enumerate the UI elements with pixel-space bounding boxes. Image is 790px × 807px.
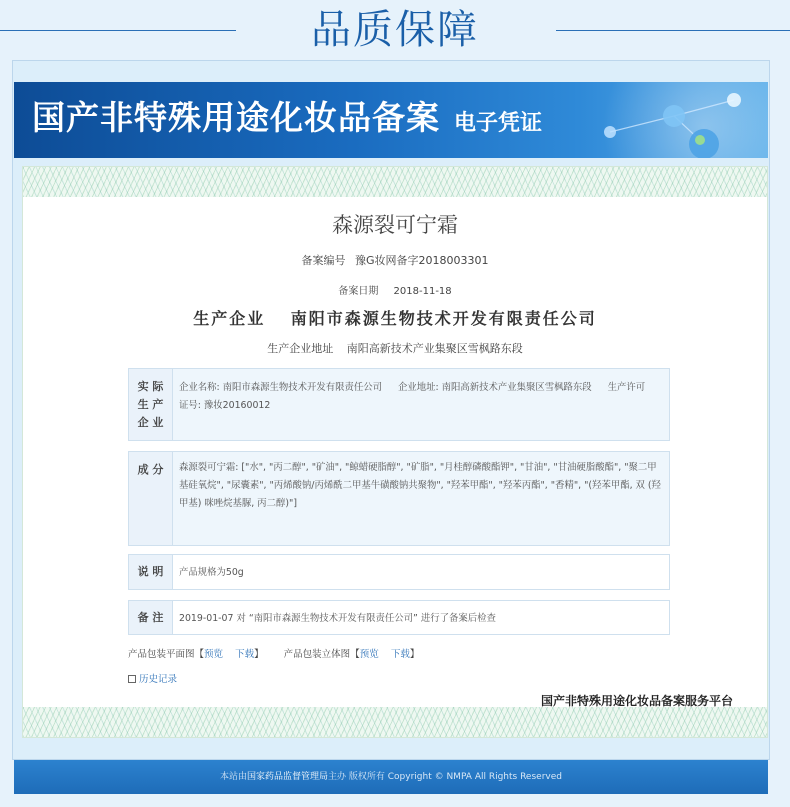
actual-label-line: 实 际: [137, 380, 164, 393]
registration-date-label: 备案日期: [338, 286, 379, 297]
guilloche-border-bottom: [23, 707, 767, 737]
registration-number-label: 备案编号: [301, 254, 346, 267]
note-value: 产品规格为50g: [179, 567, 244, 578]
history-icon: [128, 675, 136, 683]
flat-download-link[interactable]: 下载: [235, 649, 255, 660]
banner-subtitle: 电子凭证: [454, 110, 543, 136]
enterprise-address: [0, 340, 790, 356]
remark-label: 备 注: [129, 601, 173, 634]
packaging-flat-label: 产品包装平面图: [128, 649, 195, 660]
registration-number: [0, 252, 790, 268]
page-footer: [14, 760, 768, 794]
solid-download-link[interactable]: 下载: [390, 649, 410, 660]
hero-header: [0, 0, 790, 62]
bracket-open: 【: [194, 649, 205, 660]
footer-org: 国家药品监督管理局: [247, 772, 329, 782]
packaging-links: [128, 648, 419, 662]
bracket-open: 【: [350, 649, 360, 660]
bracket-close: 】: [409, 649, 420, 660]
history-link[interactable]: 历史记录: [139, 674, 178, 685]
remark-value: 2019-01-07 对 “南阳市森源生物技术开发有限责任公司” 进行了备案后检查: [179, 613, 496, 624]
actual-manufacturer-label: [129, 369, 173, 440]
actual-license-number: 证号: 豫妆20160012: [179, 400, 271, 411]
hero-divider-right: [556, 30, 790, 31]
hero-title: 品质保障: [311, 7, 479, 53]
composition-label: 成 分: [129, 452, 173, 545]
enterprise-value: 南阳市森源生物技术开发有限责任公司: [290, 309, 597, 328]
note-label: 说 明: [129, 555, 173, 589]
enterprise: [0, 306, 790, 329]
registration-date-value: 2018-11-18: [393, 286, 452, 297]
actual-company-name: 企业名称: 南阳市森源生物技术开发有限责任公司: [179, 382, 383, 393]
actual-manufacturer-section: [128, 368, 670, 441]
actual-company-address: 企业地址: 南阳高新技术产业集聚区雪枫路东段: [398, 382, 592, 393]
enterprise-address-label: 生产企业地址: [267, 342, 334, 355]
guilloche-border-top: [23, 167, 767, 197]
platform-name: 国产非特殊用途化妆品备案服务平台: [541, 694, 734, 708]
composition-section: [128, 451, 670, 546]
enterprise-label: 生产企业: [193, 309, 266, 328]
composition-value: 森源裂可宁霜: ["水", "丙二醇", "矿油", "鲸蜡硬脂醇", "矿脂", "月桂醇磷酸酯钾", "甘油", "甘油硬脂酸酯", "聚二甲基硅氧烷", "尿囊素", "丙烯酸钠/丙烯酰二甲基牛磺酸钠共聚物", "羟苯甲酯", "羟苯丙酯", "香精", "(羟苯甲酯, 双 (羟甲基) 咪唑烷基脲, 丙二醇)"]: [179, 462, 661, 509]
remark-section: [128, 600, 670, 635]
molecule-graphic: [574, 82, 768, 158]
note-section: [128, 554, 670, 590]
enterprise-address-value: 南阳高新技术产业集聚区雪枫路东段: [346, 342, 523, 355]
banner-title: 国产非特殊用途化妆品备案: [32, 98, 440, 137]
footer-prefix: 本站由: [220, 772, 248, 782]
actual-label-line: 生 产: [137, 398, 164, 411]
footer-suffix: 主办 版权所有 Copyright © NMPA All Rights Reserved: [328, 772, 562, 782]
bracket-close: 】: [254, 649, 264, 660]
history-link-row: [128, 673, 177, 687]
actual-label-line: 企 业: [137, 416, 164, 429]
registration-number-value: 豫G妆网备字2018003301: [354, 254, 489, 267]
actual-manufacturer-value: [179, 379, 661, 415]
solid-preview-link[interactable]: 预览: [359, 649, 379, 660]
packaging-solid-label: 产品包装立体图: [283, 649, 351, 660]
actual-license-label: 生产许可: [607, 382, 646, 393]
flat-preview-link[interactable]: 预览: [204, 649, 224, 660]
certificate-banner: [14, 82, 768, 158]
product-name: 森源裂可宁霜: [332, 213, 458, 237]
registration-date: [0, 282, 790, 297]
